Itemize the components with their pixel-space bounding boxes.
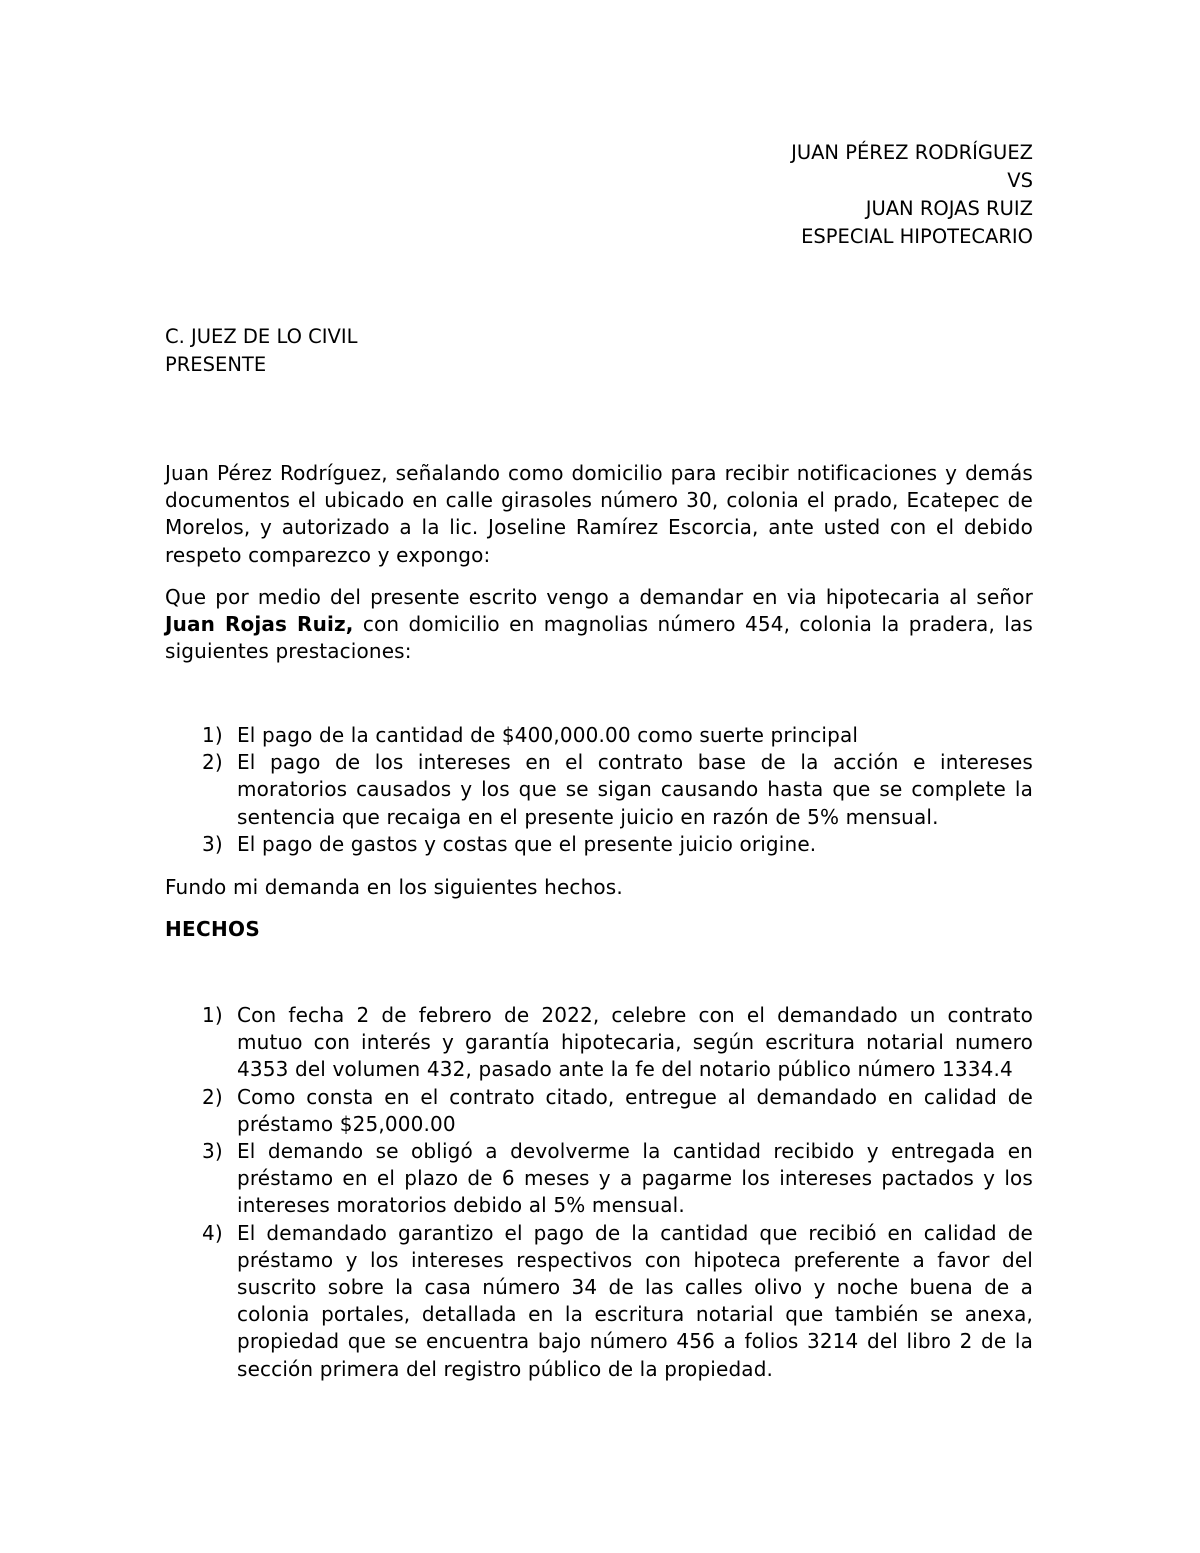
list-item-number: 4) — [202, 1220, 223, 1245]
list-item-text: El pago de gastos y costas que el presente juicio origine. — [237, 831, 817, 856]
fundo-line: Fundo mi demanda en los siguientes hechos. — [165, 875, 623, 899]
list-item-text: El pago de la cantidad de $400,000.00 como suerte principal — [237, 723, 859, 747]
addressee-presente: PRESENTE — [165, 353, 267, 376]
hechos-heading: HECHOS — [165, 917, 261, 941]
case-caption — [791, 139, 1033, 251]
intro-paragraph: Juan Pérez Rodríguez, señalando como domicilio para recibir notificaciones y demás documentos el ubicado en calle girasoles número 30, colonia el prado, Ecatepec de Morelos, y autorizado a la lic. Joseline Ramírez Escorcia, ante usted con el debido respeto comparezco y expongo: — [165, 461, 1033, 567]
list-item-number: 2) — [202, 750, 223, 775]
list-item — [165, 831, 1033, 858]
demand-text-after: con domicilio en magnolias número 454, colonia la pradera, las siguientes prestaciones: — [165, 612, 1033, 664]
defendant-bold-name: Juan Rojas Ruiz, — [165, 612, 354, 637]
list-item-text: Como consta en el contrato citado, entregue al demandado en calidad de préstamo $25,000.00 — [237, 1084, 1033, 1136]
prestaciones-list — [165, 722, 1033, 858]
list-item-number: 1) — [202, 1003, 223, 1027]
list-item-text: El demandado garantizo el pago de la cantidad que recibió en calidad de préstamo y los intereses respectivos con hipoteca preferente a favor del suscrito sobre la casa número 34 de las calles olivo y noche buena de a colonia portales, detallada en la escritura notarial que también se anexa, propiedad que se encuentra bajo número 456 a folios 3214 del libro 2 de la sección primera del registro público de la propiedad. — [237, 1220, 1033, 1381]
addressee-judge: C. JUEZ DE LO CIVIL — [165, 325, 358, 348]
list-item-text: El demando se obligó a devolverme la cantidad recibido y entregada en préstamo en el plazo de 6 meses y a pagarme los intereses pactados y los intereses moratorios debido al 5% mensual. — [237, 1139, 1033, 1218]
list-item — [165, 1084, 1033, 1138]
list-item — [165, 1138, 1033, 1220]
list-item — [165, 722, 1033, 749]
versus-label: VS — [1007, 169, 1033, 192]
demand-text-before: Que por medio del presente escrito vengo a demandar en via hipotecaria al señor — [165, 585, 1033, 609]
list-item — [165, 1002, 1033, 1084]
list-item-text: El pago de los intereses en el contrato base de la acción e intereses moratorios causados y los que se sigan causando hasta que se complete la sentencia que recaiga en el presente juicio en razón de 5% mensual. — [237, 750, 1033, 829]
defendant-name: JUAN ROJAS RUIZ — [865, 197, 1033, 220]
list-item-number: 3) — [202, 831, 223, 856]
list-item-number: 1) — [202, 723, 223, 747]
plaintiff-name: JUAN PÉREZ RODRÍGUEZ — [791, 141, 1033, 164]
list-item-text: Con fecha 2 de febrero de 2022, celebre con el demandado un contrato mutuo con interés y garantía hipotecaria, según escritura notarial numero 4353 del volumen 432, pasado ante la fe del notario público número 1334.4 — [237, 1003, 1033, 1082]
hechos-list — [165, 1002, 1033, 1383]
list-item-number: 3) — [202, 1139, 223, 1164]
list-item — [165, 1220, 1033, 1383]
list-item — [165, 749, 1033, 831]
case-type: ESPECIAL HIPOTECARIO — [801, 225, 1033, 248]
demand-paragraph — [165, 584, 1033, 666]
list-item-number: 2) — [202, 1084, 223, 1109]
addressee-block — [165, 323, 358, 379]
